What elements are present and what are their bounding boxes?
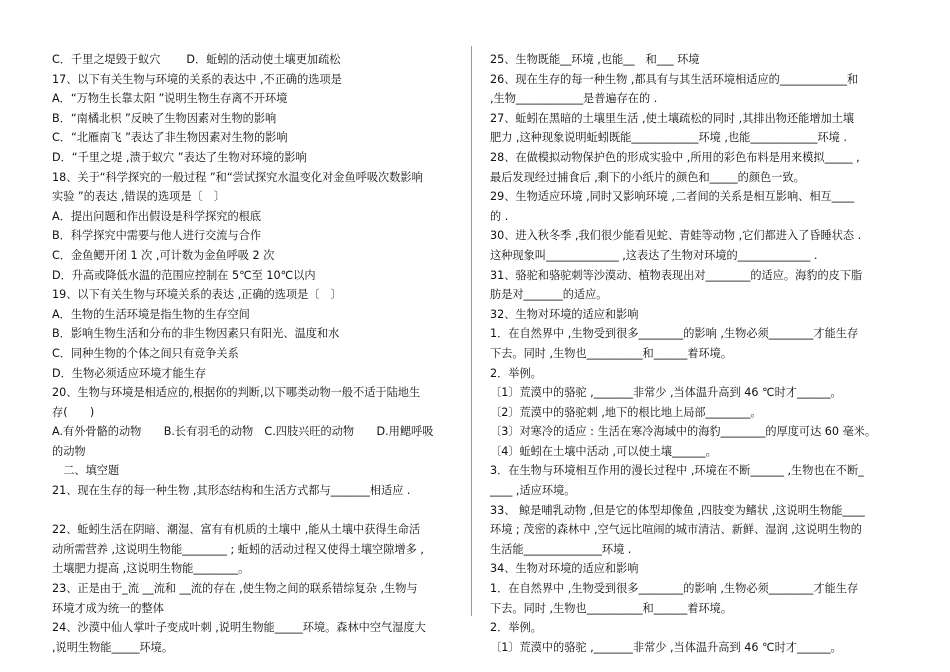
text-line: 环境 ; 茂密的森林中 ,空气远比喧闹的城市清洁、新鲜、湿润 ,这说明生物的 [490, 523, 862, 537]
question-23: 23、正是由于_流 __流和 __流的存在 ,使生物之间的联系错综复杂 ,生物与 [52, 582, 418, 596]
option-line: A．“万物生长靠太阳 ”说明生物生存离不开环境 [52, 92, 288, 106]
text-line: 下去。同时 ,生物也__________和______着环境。 [490, 346, 733, 360]
option-line: A．生物的生活环境是指生物的生存空间 [52, 307, 250, 321]
text-line: 肥力 ,这种现象说明蚯蚓既能____________环境 ,也能____________环境 . [490, 131, 847, 145]
text-line: 动所需营养 ,这说明生物能________ ; 蚯蚓的活动过程又使得土壤空隙增多 , [52, 542, 424, 556]
option-line: B．科学探究中需要与他人进行交流与合作 [52, 229, 262, 243]
question-26: 26、现在生存的每一种生物 ,都具有与其生活环境相适应的____________和 [490, 72, 859, 86]
option-line: D．升高或降低水温的范围应控制在 5℃至 10℃以内 [52, 268, 316, 282]
option-line: C．同种生物的个体之间只有竞争关系 [52, 346, 239, 360]
option-line: A.有外骨骼的动物 B.长有羽毛的动物 C.四肢兴旺的动物 D.用鳃呼吸 [52, 425, 434, 439]
text-line: C．千里之堤毁于蚁穴 D．蚯蚓的活动使土壤更加疏松 [52, 53, 341, 66]
text-line: 的动物 [52, 444, 86, 458]
text-line: 〔3〕对寒冷的适应 : 生活在寒冷海域中的海豹________的厚度可达 60 毫米。 [490, 425, 877, 439]
text-line: 〔1〕荒漠中的骆驼 ,_______非常少 ,当体温升高到 46 ℃时才______。 [490, 640, 842, 654]
question-20: 20、生物与环境是相适应的,根据你的判断,以下哪类动物一般不适于陆地生 [52, 386, 421, 400]
question-21: 21、现在生存的每一种生物 ,其形态结构和生活方式都与_______相适应 . [52, 484, 411, 498]
text-line: 1．在自然界中 ,生物受到很多________的影响 ,生物必须________才能生存 [490, 582, 859, 596]
left-column [52, 50, 452, 657]
text-line: 〔2〕荒漠中的骆驼刺 ,地下的根比地上局部________。 [490, 405, 762, 419]
text-line: 存( ) [52, 405, 95, 419]
text-line: 肪是对_______的适应。 [490, 288, 608, 302]
text-line: 1．在自然界中 ,生物受到很多________的影响 ,生物必须________才能生存 [490, 327, 859, 341]
text-line: 下去。同时 ,生物也__________和______着环境。 [490, 601, 733, 615]
question-17: 17、以下有关生物与环境的关系的表达中 ,不正确的选项是 [52, 72, 342, 86]
option-line: A．提出问题和作出假设是科学探究的根底 [52, 209, 262, 223]
question-32: 32、生物对环境的适应和影响 [490, 307, 639, 321]
text-line: 3．在生物与环境相互作用的漫长过程中 ,环境在不断______ ,生物也在不断_ [490, 464, 864, 478]
option-line: D．“千里之堤 ,溃于蚁穴 ”表达了生物对环境的影响 [52, 150, 307, 164]
text-line: 最后发现经过捕食后 ,剩下的小纸片的颜色和_____的颜色一致。 [490, 170, 805, 184]
text-line: 生活能______________环境 . [490, 542, 632, 556]
question-34: 34、生物对环境的适应和影响 [490, 562, 639, 576]
text-line: 环境才成为统一的整体 [52, 601, 164, 615]
text-line: 实验 ”的表达 ,错误的选项是〔 〕 [52, 190, 226, 204]
question-30: 30、进入秋冬季 ,我们很少能看见蛇、青蛙等动物 ,它们都进入了昏睡状态 . [490, 229, 862, 243]
question-31: 31、骆驼和骆驼刺等沙漠动、植物表现出对________的适应。海豹的皮下脂 [490, 268, 863, 282]
text-line: 2．举例。 [490, 366, 542, 380]
question-18: 18、关于“科学探究的一般过程 ”和“尝试探究水温变化对金鱼呼吸次数影响 [52, 170, 423, 184]
text-line: 〔4〕蚯蚓在土壤中活动 ,可以使土壤______。 [490, 444, 717, 458]
question-25: 25、生物既能__环境 ,也能__ 和___ 环境 [490, 53, 700, 66]
option-line: D．生物必须适应环境才能生存 [52, 366, 207, 380]
text-line: ,说明生物能_____环境。 [52, 640, 174, 654]
question-33: 33、 鲸是哺乳动物 ,但是它的体型却像鱼 ,四肢变为鳍状 ,这说明生物能____ [490, 503, 865, 517]
question-29: 29、生物适应环境 ,同时又影响环境 ,二者间的关系是相互影响、相互____ [490, 190, 855, 204]
text-line: 的 . [490, 209, 509, 223]
question-22: 22、蚯蚓生活在阴暗、潮湿、富有有机质的土壤中 ,能从土壤中获得生命活 [52, 523, 421, 537]
section-heading: 二、填空题 [52, 464, 120, 478]
text-line: ____ ,适应环境。 [490, 484, 576, 498]
text-line: ,生物____________是普遍存在的 . [490, 92, 658, 106]
option-line: C．“北雁南飞 ”表达了非生物因素对生物的影响 [52, 131, 288, 145]
option-line: B．“南橘北枳 ”反映了生物因素对生物的影响 [52, 111, 277, 125]
question-19: 19、以下有关生物与环境关系的表达 ,正确的选项是〔 〕 [52, 288, 342, 302]
text-line: 2．举例。 [490, 621, 542, 635]
right-column [490, 50, 898, 657]
option-line: C．金鱼鳃开闭 1 次 ,可计数为金鱼呼吸 2 次 [52, 248, 275, 262]
blank-line [52, 501, 452, 521]
text-line: 〔1〕荒漠中的骆驼 ,_______非常少 ,当体温升高到 46 ℃时才______。 [490, 386, 842, 400]
question-24: 24、沙漠中仙人掌叶子变成叶刺 ,说明生物能_____环境。森林中空气湿度大 [52, 621, 426, 635]
column-divider [471, 46, 472, 616]
text-line: 土壤肥力提高 ,这说明生物能________。 [52, 562, 250, 576]
option-line: B．影响生物生活和分布的非生物因素只有阳光、温度和水 [52, 327, 340, 341]
question-28: 28、在做模拟动物保护色的形成实验中 ,所用的彩色布料是用来模拟_____ , [490, 150, 860, 164]
question-27: 27、蚯蚓在黑暗的土壤里生活 ,使土壤疏松的同时 ,其排出物还能增加土壤 [490, 111, 855, 125]
text-line: 这种现象叫_____________ ,这表达了生物对环境的_____________ . [490, 248, 818, 262]
